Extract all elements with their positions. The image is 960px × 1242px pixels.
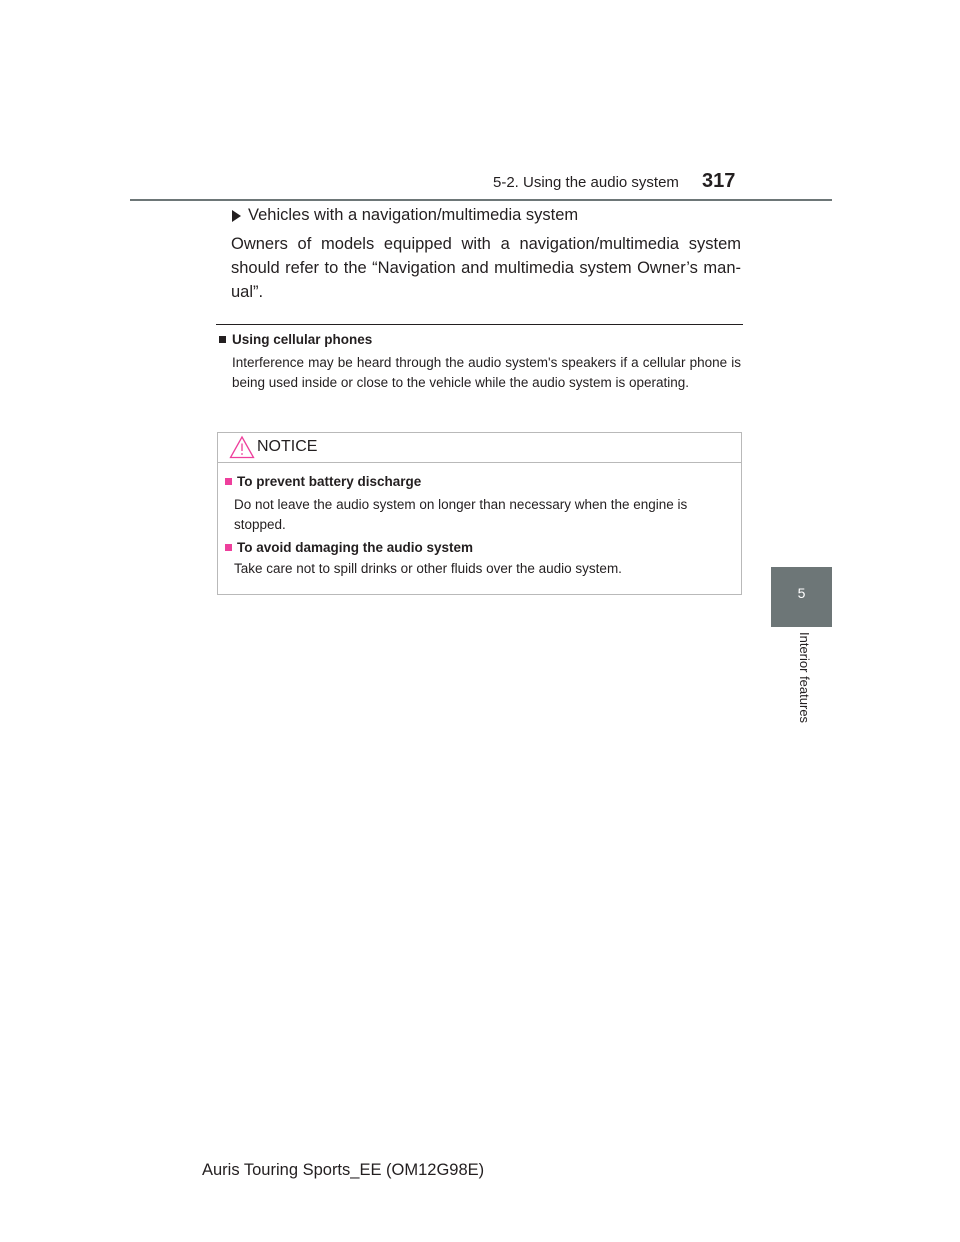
notice-title: NOTICE <box>257 438 318 455</box>
chapter-number: 5 <box>797 585 806 601</box>
square-icon <box>225 544 232 551</box>
info-body: Interference may be heard through the audio system's speakers if a cellular phone is being used inside or close to the vehicle while the audio system is operating. <box>232 355 741 390</box>
info-heading: Using cellular phones <box>232 332 373 347</box>
notice-item-body: Do not leave the audio system on longer than necessary when the engine is stopped. <box>234 497 688 532</box>
page-number: 317 <box>702 170 736 192</box>
square-icon <box>219 336 226 343</box>
notice-item-heading: To prevent battery discharge <box>237 474 422 489</box>
chapter-title: Interior features <box>797 632 812 724</box>
footer-text: Auris Touring Sports_EE (OM12G98E) <box>202 1161 485 1179</box>
warning-triangle-icon <box>229 435 255 459</box>
section-title: 5-2. Using the audio system <box>493 174 679 191</box>
square-icon <box>225 478 232 485</box>
notice-item-heading: To avoid damaging the audio system <box>237 540 474 555</box>
sub-heading: Vehicles with a navigation/multimedia system <box>248 206 579 224</box>
triangle-right-icon <box>232 210 241 222</box>
body-paragraph: Owners of models equipped with a navigation/multimedia system should refer to the “Navigation and multimedia system Owner’s manual”. <box>231 235 741 301</box>
notice-divider <box>218 462 741 463</box>
info-divider <box>216 324 743 325</box>
header-rule <box>130 199 832 201</box>
notice-item-body: Take care not to spill drinks or other fluids over the audio system. <box>234 561 622 576</box>
